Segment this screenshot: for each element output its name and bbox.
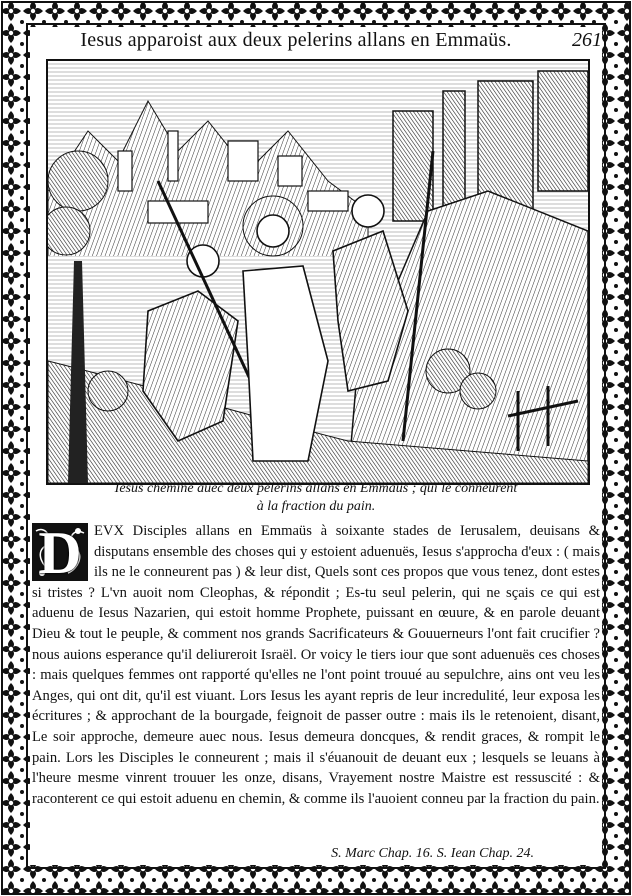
- dropcap-letter: D: [38, 520, 82, 586]
- caption-line-2: à la fraction du pain.: [256, 499, 376, 514]
- body-paragraph: [32, 521, 600, 809]
- dropcap: [32, 520, 88, 586]
- scripture-reference: S. Marc Chap. 16. S. Iean Chap. 24.: [331, 846, 534, 861]
- caption-line-1: Iesus chemine auec deux pelerins allans en Emmaüs ; qui le conneurent: [114, 481, 518, 496]
- illustration-caption: [30, 480, 602, 516]
- page-number: 261: [572, 29, 602, 51]
- illustration-road-to-emmaus: [48, 61, 588, 483]
- page-header: [30, 27, 602, 57]
- page-title: Iesus apparoist aux deux pelerins allans en Emmaüs.: [80, 29, 512, 51]
- body-text: EVX Disciples allans en Emmaüs à soixante stades de Ierusalem, deuisans & disputans ensemble des choses qui y estoient aduenuës, Iesus s'approcha d'eux : ( mais ils ne le conneurent pas ) & leur dist, Quels sont ces propos que vous tenez, dont estes si tristes ? L'vn auoit nom Cleophas, & répondit ; Es-tu seul pelerin, qui ne sçais ce qui est aduenu de Iesus Nazarien, qui estoit homme Prophete, puissant en œuure, & en parole deuant Dieu & tout le peuple, & comment nos grands Sacrificateurs & Gouuerneurs l'ont fait crucifier ? nous auions esperance qu'il deliureroit Israël. Or voicy le tiers iour que sont aduenuës ces choses : mais quelques femmes ont rapporté qu'elles ne l'ont point trouué au sepulchre, ains ont veu les Anges, qui ont dit, qu'il est viuant. Lors Iesus les ayant repris de leur incredulité, leur exposa les écritures ; & approchant de la bourgade, feignoit de passer outre : mais ils le retenoient, disant, Le soir approche, demeure auec nous. Iesus demeura doncques, & rendit graces, & rompit le pain. Lors les Disciples le conneurent ; mais il s'éuanouit de deuant eux ; lesquels se leuans à l'heure mesme vinrent trouuer les onze, disans, Vrayement nostre Maistre est ressuscité : & raconterent ce qui estoit aduenu en chemin, & comme ils l'auoient conneu par la fraction du pain.: [32, 523, 600, 807]
- page-content: [30, 27, 602, 865]
- woodcut-illustration: [46, 59, 590, 485]
